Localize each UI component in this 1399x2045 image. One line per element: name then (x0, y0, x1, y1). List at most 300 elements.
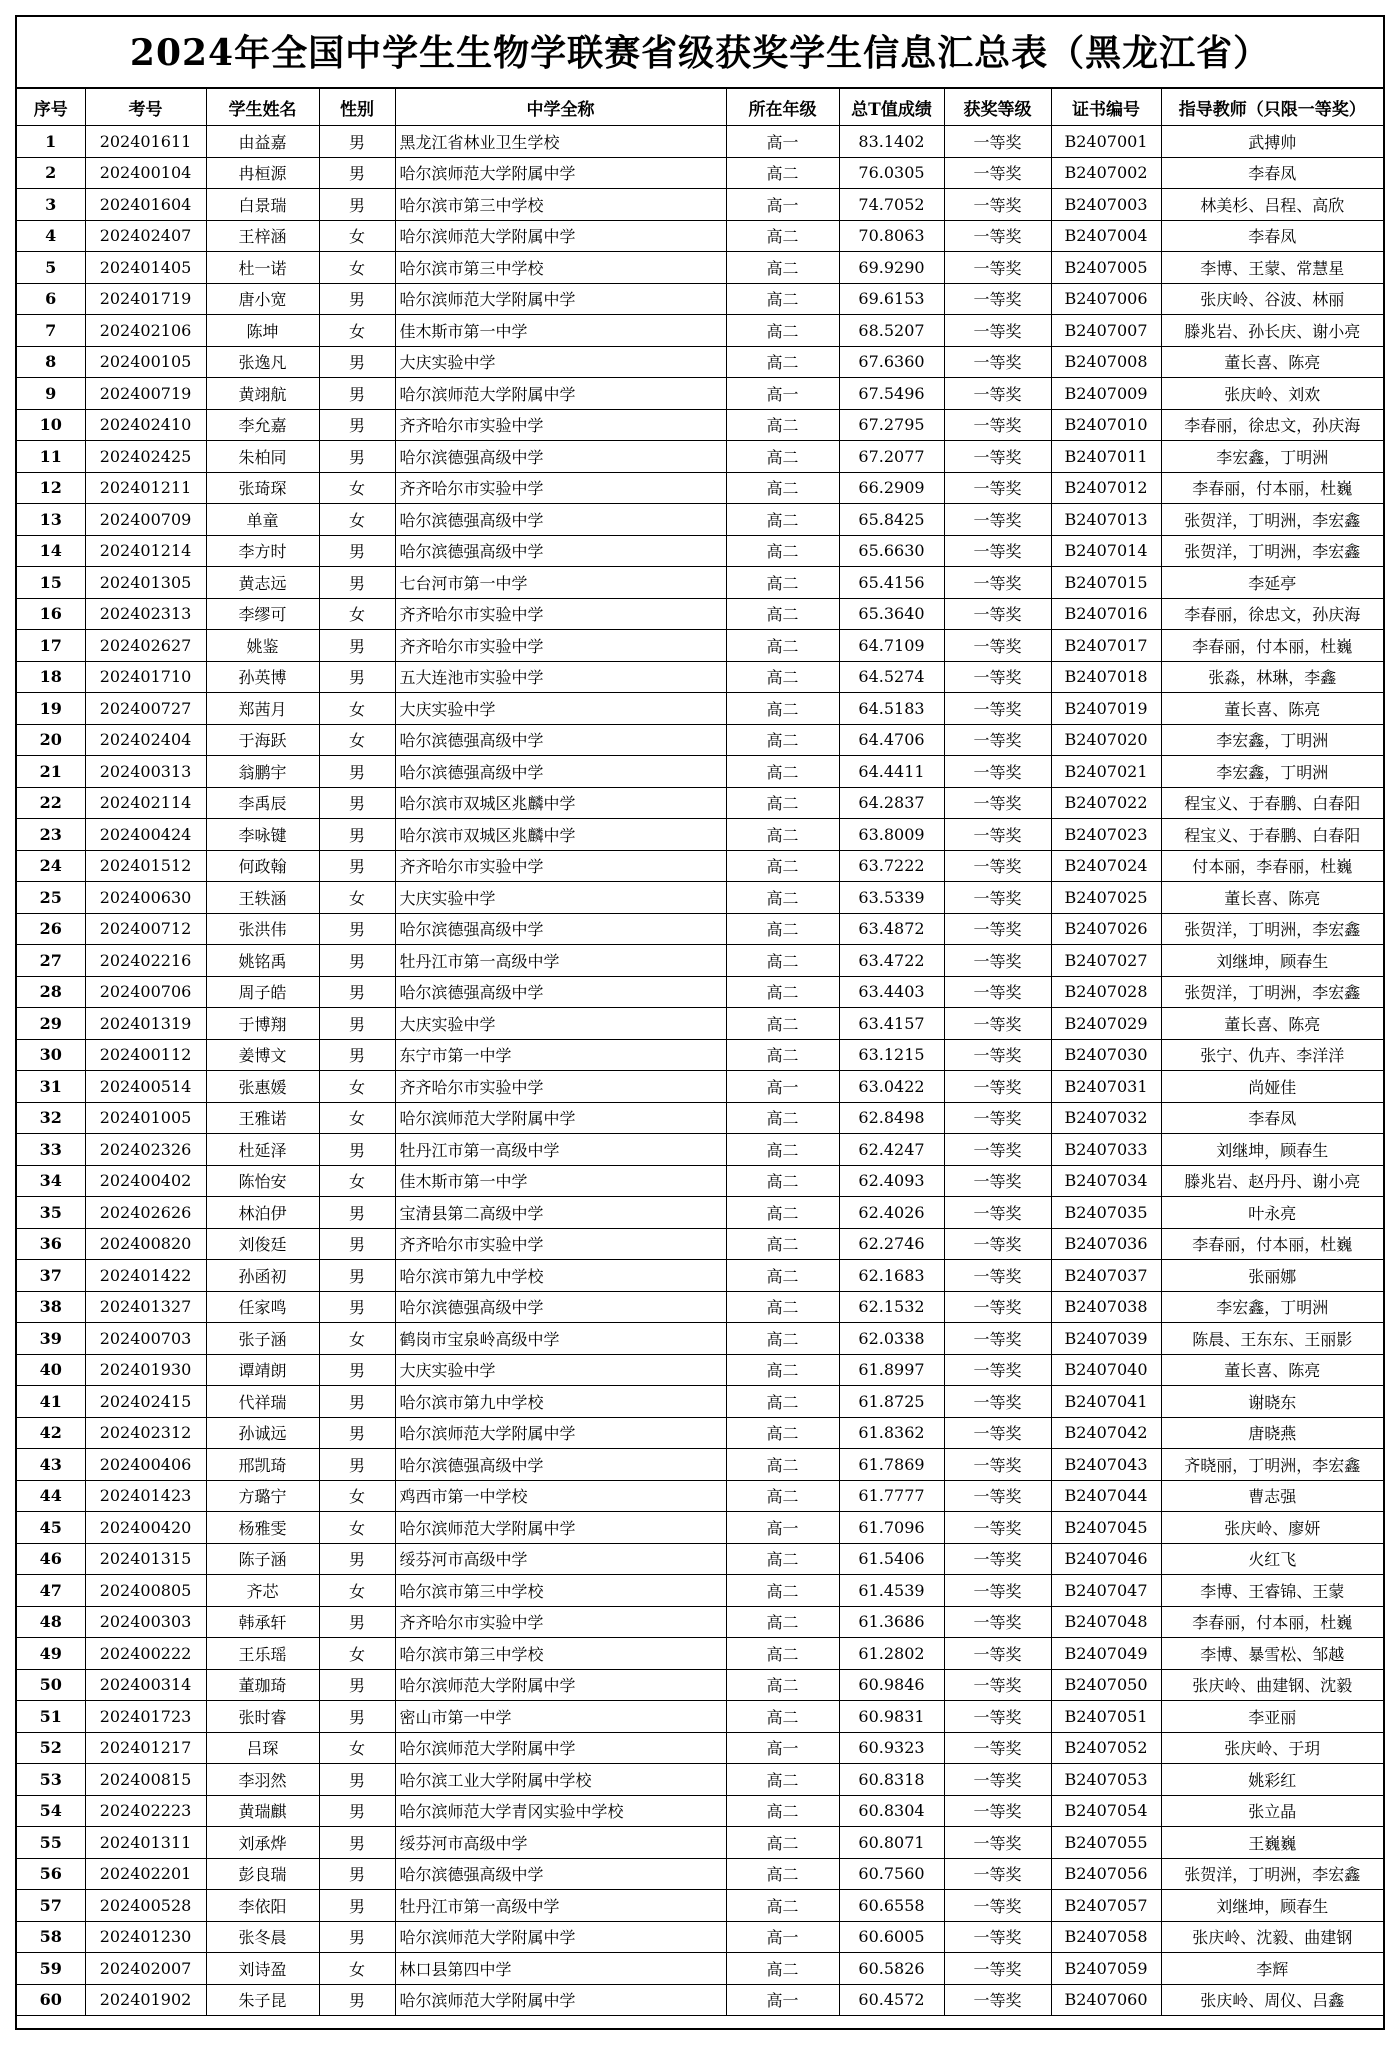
table-row (17, 535, 1383, 567)
cell-student-name: 孙诚远 (206, 1417, 319, 1449)
cell-exam-no: 202401423 (85, 1480, 206, 1512)
table-row (17, 661, 1383, 693)
cell-gender: 女 (319, 598, 395, 630)
cell-student-name: 杨雅雯 (206, 1512, 319, 1544)
cell-grade: 高二 (726, 882, 839, 914)
cell-score: 64.4706 (839, 724, 944, 756)
cell-grade: 高二 (726, 1449, 839, 1481)
cell-score: 65.4156 (839, 567, 944, 599)
cell-student-name: 何政翰 (206, 850, 319, 882)
table-row (17, 126, 1383, 158)
cell-exam-no: 202401422 (85, 1260, 206, 1292)
cell-award-level: 一等奖 (944, 504, 1051, 536)
cell-score: 61.4539 (839, 1575, 944, 1607)
cell-teacher: 董长喜、陈亮 (1161, 1354, 1383, 1386)
cell-school: 哈尔滨市第九中学校 (395, 1386, 726, 1418)
cell-teacher: 董长喜、陈亮 (1161, 693, 1383, 725)
table-row (17, 1764, 1383, 1796)
cell-school: 哈尔滨师范大学附属中学 (395, 1512, 726, 1544)
cell-grade: 高二 (726, 1575, 839, 1607)
cell-teacher: 程宝义、于春鹏、白春阳 (1161, 787, 1383, 819)
cell-score: 62.0338 (839, 1323, 944, 1355)
cell-school: 哈尔滨师范大学附属中学 (395, 1102, 726, 1134)
cell-seq: 47 (17, 1575, 85, 1607)
cell-award-level: 一等奖 (944, 661, 1051, 693)
cell-certificate-no: B2407005 (1051, 252, 1161, 284)
header-cell-award-level: 获奖等级 (944, 89, 1051, 126)
cell-school: 林口县第四中学 (395, 1953, 726, 1985)
cell-grade: 高二 (726, 1858, 839, 1890)
cell-seq: 29 (17, 1008, 85, 1040)
cell-school: 哈尔滨德强高级中学 (395, 756, 726, 788)
cell-score: 63.7222 (839, 850, 944, 882)
cell-certificate-no: B2407058 (1051, 1921, 1161, 1953)
cell-exam-no: 202401710 (85, 661, 206, 693)
cell-student-name: 黄志远 (206, 567, 319, 599)
cell-certificate-no: B2407027 (1051, 945, 1161, 977)
cell-teacher: 李亚丽 (1161, 1701, 1383, 1733)
table-row (17, 504, 1383, 536)
cell-student-name: 刘俊廷 (206, 1228, 319, 1260)
cell-student-name: 李允嘉 (206, 409, 319, 441)
table-row (17, 1984, 1383, 2016)
cell-certificate-no: B2407011 (1051, 441, 1161, 473)
cell-school: 哈尔滨师范大学附属中学 (395, 1417, 726, 1449)
table-row (17, 724, 1383, 756)
cell-seq: 51 (17, 1701, 85, 1733)
cell-certificate-no: B2407003 (1051, 189, 1161, 221)
cell-teacher: 李春丽，付本丽，杜巍 (1161, 1228, 1383, 1260)
table-row (17, 1228, 1383, 1260)
table-row (17, 1575, 1383, 1607)
cell-certificate-no: B2407055 (1051, 1827, 1161, 1859)
table-row (17, 472, 1383, 504)
cell-certificate-no: B2407002 (1051, 157, 1161, 189)
cell-teacher: 曹志强 (1161, 1480, 1383, 1512)
cell-award-level: 一等奖 (944, 472, 1051, 504)
cell-seq: 31 (17, 1071, 85, 1103)
cell-grade: 高二 (726, 1323, 839, 1355)
cell-grade: 高二 (726, 472, 839, 504)
cell-gender: 女 (319, 472, 395, 504)
cell-score: 64.4411 (839, 756, 944, 788)
cell-award-level: 一等奖 (944, 693, 1051, 725)
cell-student-name: 邢凯琦 (206, 1449, 319, 1481)
cell-exam-no: 202400406 (85, 1449, 206, 1481)
cell-score: 63.4157 (839, 1008, 944, 1040)
cell-grade: 高二 (726, 1228, 839, 1260)
table-row (17, 1165, 1383, 1197)
table-body (17, 126, 1383, 2016)
cell-award-level: 一等奖 (944, 1606, 1051, 1638)
cell-student-name: 孙函初 (206, 1260, 319, 1292)
cell-gender: 女 (319, 1480, 395, 1512)
cell-gender: 男 (319, 1764, 395, 1796)
cell-seq: 39 (17, 1323, 85, 1355)
cell-certificate-no: B2407041 (1051, 1386, 1161, 1418)
cell-teacher: 董长喜、陈亮 (1161, 346, 1383, 378)
cell-school: 七台河市第一中学 (395, 567, 726, 599)
cell-certificate-no: B2407025 (1051, 882, 1161, 914)
table-row (17, 1921, 1383, 1953)
cell-school: 大庆实验中学 (395, 1354, 726, 1386)
cell-exam-no: 202402223 (85, 1795, 206, 1827)
cell-exam-no: 202401305 (85, 567, 206, 599)
table-row (17, 1102, 1383, 1134)
cell-school: 哈尔滨德强高级中学 (395, 1858, 726, 1890)
cell-award-level: 一等奖 (944, 630, 1051, 662)
cell-seq: 13 (17, 504, 85, 536)
cell-seq: 58 (17, 1921, 85, 1953)
cell-award-level: 一等奖 (944, 1701, 1051, 1733)
table-row (17, 1197, 1383, 1229)
table-row (17, 630, 1383, 662)
cell-grade: 高一 (726, 189, 839, 221)
cell-exam-no: 202400815 (85, 1764, 206, 1796)
cell-score: 70.8063 (839, 220, 944, 252)
cell-student-name: 郑茜月 (206, 693, 319, 725)
cell-certificate-no: B2407028 (1051, 976, 1161, 1008)
cell-school: 哈尔滨市第三中学校 (395, 1638, 726, 1670)
cell-school: 齐齐哈尔市实验中学 (395, 630, 726, 662)
table-row (17, 1890, 1383, 1922)
cell-certificate-no: B2407009 (1051, 378, 1161, 410)
cell-award-level: 一等奖 (944, 1638, 1051, 1670)
cell-seq: 43 (17, 1449, 85, 1481)
cell-student-name: 李咏键 (206, 819, 319, 851)
cell-teacher: 刘继坤，顾春生 (1161, 1134, 1383, 1166)
cell-grade: 高二 (726, 945, 839, 977)
cell-school: 哈尔滨德强高级中学 (395, 504, 726, 536)
cell-student-name: 唐小宽 (206, 283, 319, 315)
table-row (17, 1134, 1383, 1166)
cell-gender: 男 (319, 1858, 395, 1890)
cell-grade: 高二 (726, 1354, 839, 1386)
cell-award-level: 一等奖 (944, 1953, 1051, 1985)
cell-student-name: 林泊伊 (206, 1197, 319, 1229)
cell-teacher: 张庆岭、周仪、吕鑫 (1161, 1984, 1383, 2016)
cell-score: 63.8009 (839, 819, 944, 851)
cell-teacher: 张宁、仇卉、李洋洋 (1161, 1039, 1383, 1071)
cell-award-level: 一等奖 (944, 535, 1051, 567)
table-row (17, 189, 1383, 221)
cell-certificate-no: B2407004 (1051, 220, 1161, 252)
cell-score: 68.5207 (839, 315, 944, 347)
cell-seq: 16 (17, 598, 85, 630)
cell-score: 62.4093 (839, 1165, 944, 1197)
cell-grade: 高二 (726, 1606, 839, 1638)
cell-gender: 男 (319, 945, 395, 977)
cell-award-level: 一等奖 (944, 409, 1051, 441)
table-row (17, 1449, 1383, 1481)
table-row (17, 1039, 1383, 1071)
cell-award-level: 一等奖 (944, 787, 1051, 819)
cell-student-name: 陈子涵 (206, 1543, 319, 1575)
cell-student-name: 刘承烨 (206, 1827, 319, 1859)
cell-grade: 高二 (726, 504, 839, 536)
cell-gender: 男 (319, 409, 395, 441)
cell-gender: 男 (319, 819, 395, 851)
cell-certificate-no: B2407051 (1051, 1701, 1161, 1733)
cell-award-level: 一等奖 (944, 1228, 1051, 1260)
cell-exam-no: 202400820 (85, 1228, 206, 1260)
cell-student-name: 李缪可 (206, 598, 319, 630)
cell-grade: 高一 (726, 1512, 839, 1544)
cell-score: 62.4026 (839, 1197, 944, 1229)
cell-gender: 男 (319, 756, 395, 788)
cell-teacher: 李博、王蒙、常慧星 (1161, 252, 1383, 284)
cell-award-level: 一等奖 (944, 1323, 1051, 1355)
cell-student-name: 李依阳 (206, 1890, 319, 1922)
cell-grade: 高二 (726, 850, 839, 882)
cell-score: 60.7560 (839, 1858, 944, 1890)
cell-gender: 男 (319, 1795, 395, 1827)
cell-score: 76.0305 (839, 157, 944, 189)
cell-score: 60.6005 (839, 1921, 944, 1953)
cell-score: 61.8997 (839, 1354, 944, 1386)
cell-school: 哈尔滨市第三中学校 (395, 1575, 726, 1607)
cell-score: 64.2837 (839, 787, 944, 819)
cell-certificate-no: B2407048 (1051, 1606, 1161, 1638)
cell-seq: 25 (17, 882, 85, 914)
cell-teacher: 张丽娜 (1161, 1260, 1383, 1292)
cell-gender: 女 (319, 504, 395, 536)
cell-certificate-no: B2407050 (1051, 1669, 1161, 1701)
cell-grade: 高二 (726, 283, 839, 315)
cell-seq: 40 (17, 1354, 85, 1386)
cell-score: 67.2795 (839, 409, 944, 441)
cell-exam-no: 202400314 (85, 1669, 206, 1701)
cell-award-level: 一等奖 (944, 1732, 1051, 1764)
cell-gender: 女 (319, 1638, 395, 1670)
cell-gender: 男 (319, 913, 395, 945)
table-row (17, 1858, 1383, 1890)
cell-student-name: 董珈琦 (206, 1669, 319, 1701)
table-row (17, 976, 1383, 1008)
table-row (17, 1543, 1383, 1575)
cell-exam-no: 202400424 (85, 819, 206, 851)
cell-exam-no: 202402114 (85, 787, 206, 819)
cell-seq: 23 (17, 819, 85, 851)
cell-seq: 45 (17, 1512, 85, 1544)
cell-score: 60.5826 (839, 1953, 944, 1985)
cell-score: 64.5274 (839, 661, 944, 693)
cell-gender: 女 (319, 1575, 395, 1607)
cell-grade: 高二 (726, 567, 839, 599)
cell-certificate-no: B2407013 (1051, 504, 1161, 536)
cell-grade: 高二 (726, 1701, 839, 1733)
cell-student-name: 张琦琛 (206, 472, 319, 504)
cell-score: 67.2077 (839, 441, 944, 473)
cell-school: 哈尔滨市第三中学校 (395, 189, 726, 221)
cell-gender: 男 (319, 1228, 395, 1260)
cell-gender: 男 (319, 567, 395, 599)
table-row (17, 819, 1383, 851)
cell-seq: 59 (17, 1953, 85, 1985)
cell-student-name: 朱子昆 (206, 1984, 319, 2016)
cell-school: 黑龙江省林业卫生学校 (395, 126, 726, 158)
header-cell-grade: 所在年级 (726, 89, 839, 126)
table-row (17, 1386, 1383, 1418)
cell-gender: 男 (319, 1669, 395, 1701)
cell-school: 牡丹江市第一高级中学 (395, 1134, 726, 1166)
cell-grade: 高二 (726, 976, 839, 1008)
cell-grade: 高二 (726, 1827, 839, 1859)
cell-exam-no: 202401405 (85, 252, 206, 284)
cell-exam-no: 202400703 (85, 1323, 206, 1355)
cell-award-level: 一等奖 (944, 126, 1051, 158)
cell-gender: 女 (319, 693, 395, 725)
cell-gender: 男 (319, 1606, 395, 1638)
cell-award-level: 一等奖 (944, 1669, 1051, 1701)
cell-gender: 男 (319, 126, 395, 158)
cell-exam-no: 202401902 (85, 1984, 206, 2016)
cell-grade: 高二 (726, 1953, 839, 1985)
cell-certificate-no: B2407022 (1051, 787, 1161, 819)
header-cell-teacher: 指导教师（只限一等奖） (1161, 89, 1383, 126)
cell-teacher: 张贺洋，丁明洲，李宏鑫 (1161, 535, 1383, 567)
cell-seq: 50 (17, 1669, 85, 1701)
table-row (17, 1827, 1383, 1859)
cell-score: 64.5183 (839, 693, 944, 725)
cell-certificate-no: B2407033 (1051, 1134, 1161, 1166)
cell-school: 哈尔滨市第九中学校 (395, 1260, 726, 1292)
cell-teacher: 火红飞 (1161, 1543, 1383, 1575)
cell-seq: 37 (17, 1260, 85, 1292)
cell-seq: 56 (17, 1858, 85, 1890)
cell-award-level: 一等奖 (944, 1417, 1051, 1449)
cell-certificate-no: B2407024 (1051, 850, 1161, 882)
cell-grade: 高一 (726, 1984, 839, 2016)
cell-gender: 男 (319, 1984, 395, 2016)
cell-exam-no: 202402407 (85, 220, 206, 252)
cell-award-level: 一等奖 (944, 1512, 1051, 1544)
cell-exam-no: 202400709 (85, 504, 206, 536)
cell-certificate-no: B2407035 (1051, 1197, 1161, 1229)
cell-seq: 1 (17, 126, 85, 158)
table-row (17, 693, 1383, 725)
cell-student-name: 姚铭禹 (206, 945, 319, 977)
cell-student-name: 王轶涵 (206, 882, 319, 914)
cell-school: 哈尔滨师范大学附属中学 (395, 1732, 726, 1764)
cell-grade: 高二 (726, 1260, 839, 1292)
cell-grade: 高二 (726, 441, 839, 473)
cell-school: 鸡西市第一中学校 (395, 1480, 726, 1512)
cell-school: 密山市第一中学 (395, 1701, 726, 1733)
cell-award-level: 一等奖 (944, 1543, 1051, 1575)
cell-teacher: 李宏鑫，丁明洲 (1161, 756, 1383, 788)
cell-school: 齐齐哈尔市实验中学 (395, 1606, 726, 1638)
cell-award-level: 一等奖 (944, 1102, 1051, 1134)
cell-seq: 54 (17, 1795, 85, 1827)
cell-grade: 高二 (726, 409, 839, 441)
cell-teacher: 付本丽，李春丽，杜巍 (1161, 850, 1383, 882)
cell-school: 齐齐哈尔市实验中学 (395, 472, 726, 504)
table-row (17, 252, 1383, 284)
cell-exam-no: 202402425 (85, 441, 206, 473)
cell-score: 63.1215 (839, 1039, 944, 1071)
cell-exam-no: 202400420 (85, 1512, 206, 1544)
cell-seq: 17 (17, 630, 85, 662)
table-row (17, 1732, 1383, 1764)
cell-gender: 男 (319, 1134, 395, 1166)
cell-teacher: 李春丽，付本丽，杜巍 (1161, 472, 1383, 504)
cell-seq: 38 (17, 1291, 85, 1323)
cell-gender: 男 (319, 157, 395, 189)
cell-school: 齐齐哈尔市实验中学 (395, 1071, 726, 1103)
cell-exam-no: 202402007 (85, 1953, 206, 1985)
cell-gender: 男 (319, 1008, 395, 1040)
table-row (17, 1795, 1383, 1827)
cell-score: 61.7096 (839, 1512, 944, 1544)
cell-school: 哈尔滨师范大学附属中学 (395, 283, 726, 315)
cell-grade: 高二 (726, 1669, 839, 1701)
cell-teacher: 程宝义、于春鹏、白春阳 (1161, 819, 1383, 851)
cell-school: 齐齐哈尔市实验中学 (395, 409, 726, 441)
cell-gender: 男 (319, 1543, 395, 1575)
table-row (17, 283, 1383, 315)
cell-certificate-no: B2407037 (1051, 1260, 1161, 1292)
cell-seq: 12 (17, 472, 85, 504)
cell-student-name: 冉桓源 (206, 157, 319, 189)
cell-seq: 48 (17, 1606, 85, 1638)
cell-school: 哈尔滨德强高级中学 (395, 724, 726, 756)
cell-student-name: 张冬晨 (206, 1921, 319, 1953)
cell-seq: 44 (17, 1480, 85, 1512)
cell-certificate-no: B2407010 (1051, 409, 1161, 441)
cell-school: 哈尔滨德强高级中学 (395, 535, 726, 567)
cell-score: 60.8318 (839, 1764, 944, 1796)
cell-gender: 男 (319, 1260, 395, 1292)
cell-seq: 5 (17, 252, 85, 284)
cell-gender: 男 (319, 1291, 395, 1323)
cell-grade: 高二 (726, 724, 839, 756)
cell-school: 哈尔滨师范大学附属中学 (395, 220, 726, 252)
cell-certificate-no: B2407057 (1051, 1890, 1161, 1922)
cell-score: 61.5406 (839, 1543, 944, 1575)
cell-certificate-no: B2407047 (1051, 1575, 1161, 1607)
cell-award-level: 一等奖 (944, 378, 1051, 410)
cell-gender: 男 (319, 787, 395, 819)
cell-exam-no: 202400303 (85, 1606, 206, 1638)
cell-student-name: 陈坤 (206, 315, 319, 347)
cell-gender: 女 (319, 1071, 395, 1103)
cell-certificate-no: B2407020 (1051, 724, 1161, 756)
cell-teacher: 张庆岭、曲建钢、沈毅 (1161, 1669, 1383, 1701)
cell-exam-no: 202402410 (85, 409, 206, 441)
award-sheet (15, 15, 1385, 2030)
cell-teacher: 张贺洋，丁明洲，李宏鑫 (1161, 1858, 1383, 1890)
table-row (17, 1354, 1383, 1386)
cell-score: 61.7869 (839, 1449, 944, 1481)
cell-grade: 高一 (726, 1071, 839, 1103)
cell-teacher: 武搏帅 (1161, 126, 1383, 158)
cell-certificate-no: B2407042 (1051, 1417, 1161, 1449)
cell-gender: 男 (319, 1354, 395, 1386)
header-cell-school: 中学全称 (395, 89, 726, 126)
cell-gender: 男 (319, 346, 395, 378)
cell-award-level: 一等奖 (944, 913, 1051, 945)
table-row (17, 1701, 1383, 1733)
cell-certificate-no: B2407019 (1051, 693, 1161, 725)
cell-grade: 高一 (726, 1921, 839, 1953)
cell-award-level: 一等奖 (944, 1795, 1051, 1827)
cell-grade: 高二 (726, 913, 839, 945)
cell-certificate-no: B2407015 (1051, 567, 1161, 599)
cell-teacher: 李春凤 (1161, 1102, 1383, 1134)
cell-seq: 20 (17, 724, 85, 756)
cell-award-level: 一等奖 (944, 252, 1051, 284)
